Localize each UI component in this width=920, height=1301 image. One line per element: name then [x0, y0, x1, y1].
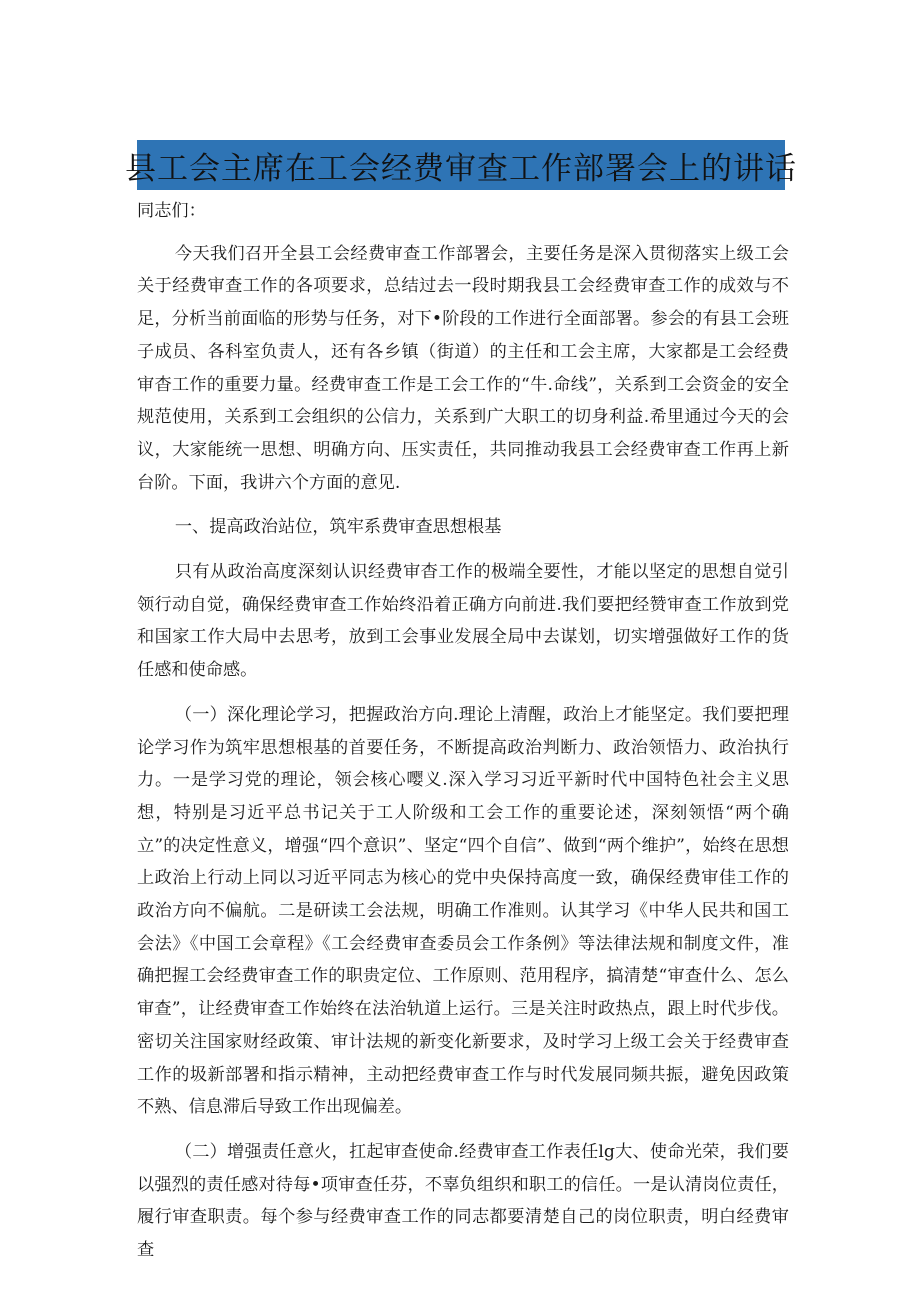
page-title: 县工会主席在工会经费审查工作部署会上的讲话	[125, 150, 797, 187]
paragraph-subsection-2: （二）增强责任意火，扛起审查使命.经费审查工作表任lg大、使命光荣，我们要以强烈的责任感对待每•项审查任芬，不辜负组织和职工的信任。一是认清岗位责任，履行审查职责。每个参与经费审查工作的同志都要清楚自己的岗位职责，明白经费审查	[137, 1141, 789, 1261]
paragraph-intro: 今天我们召开全县工会经费审查工作部署会，主要任务是深入贯彻落实上级工会关于经费审查工作的各项要求，总结过去一段时期我县工会经费审查工作的成效与不足，分析当前面临的形势与任务，对下•阶段的工作进行全面部署。参会的有县工会班子成员、各科室负责人，还有各乡镇（街道）的主任和工会主席，大家都是工会经费审杳工作的重要力量。经费审查工作是工会工作的“牛.命线”，关系到工会资金的安全规范使用，关系到工会组织的公信力，关系到广大职工的切身利益.希里通过今天的会议，大家能统一思想、明确方向、压实责任，共同推动我县工会经费审查工作再上新台阶。下面，我讲六个方面的意见.	[137, 243, 789, 493]
paragraph-section-1: 只有从政治高度深刻认识经费审杳工作的极端全要性，才能以坚定的思想自觉引领行动自觉，确保经费审查工作始终沿着正确方向前进.我们要把经赞审查工作放到党和国家工作大局中去思考，放到工会事业发展全局中去谋划，切实增强做好工作的货任感和使命感。	[137, 562, 789, 681]
section-heading-1: 一、提高政治站位，筑牢系费审查思想根基	[174, 517, 502, 538]
salutation: 同志们：	[137, 201, 206, 221]
title-banner	[125, 140, 797, 190]
paragraph-subsection-1: （一）深化理论学习，把握政治方向.理论上清醒，政治上才能坚定。我们要把理论学习作为筑牢思想根基的首要任务，不断提高政治判断力、政治领悟力、政治执行力。一是学习党的理论，领会核心嘤义.深入学习习近平新时代中国特色社会主义思想，特别是习近平总书记关于工人阶级和工会工作的重要论述，深刻领悟“两个确立”的决定性意义，增强“四个意识”、坚定“四个自信”、做到“两个维护”，始终在思想上政治上行动上同以习近平同志为核心的党中央保持高度一致，确保经费审佳工作的政治方向不偏航。二是研读工会法规，明确工作准则。认其学习《中华人民共和国工会法》《中国工会章程》《工会经费审查委员会工作条例》等法律法规和制度文件，准确把握工会经费审查工作的职贵定位、工作原则、范用程序，搞清楚“审查什么、怎么审查”，让经费审查工作始终在法治轨道上运行。三是关注时政热点，跟上时代步伐。密切关注国家财经政策、审计法规的新变化新要求，及时学习上级工会关于经费审查工作的圾新部署和指示精神，主动把经费审查工作与时代发展同频共振，避免因政策不熟、信息滞后导致工作出现偏差。	[137, 704, 789, 1118]
document-body	[137, 195, 789, 1267]
